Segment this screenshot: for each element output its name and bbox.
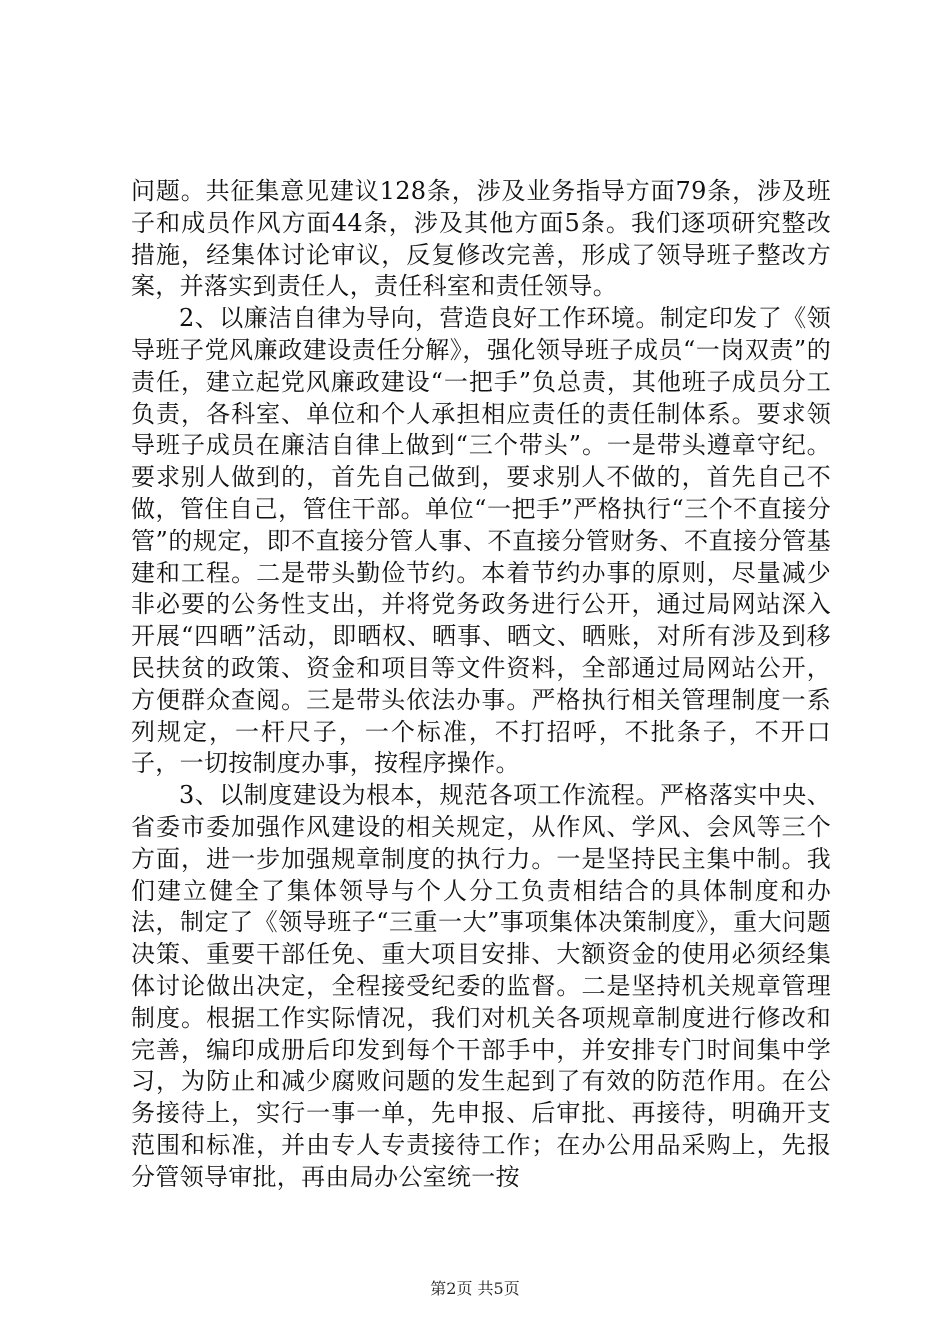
page-number-footer: 第2页 共5页 bbox=[430, 1279, 520, 1298]
paragraph-section-3: 3、以制度建设为根本，规范各项工作流程。严格落实中央、省委市委加强作风建设的相关规定，从作风、学风、会风等三个方面，进一步加强规章制度的执行力。一是坚持民主集中制。我们建立健全了集体领导与个人分工负责相结合的具体制度和办法，制定了《领导班子“三重一大”事项集体决策制度》，重大问题决策、重要干部任免、重大项目安排、大额资金的使用必须经集体讨论做出决定，全程接受纪委的监督。二是坚持机关规章管理制度。根据工作实际情况，我们对机关各项规章制度进行修改和完善，编印成册后印发到每个干部手中，并安排专门时间集中学习，为防止和减少腐败问题的发生起到了有效的防范作用。在公务接待上，实行一事一单，先申报、后审批、再接待，明确开支范围和标准，并由专人专责接待工作；在办公用品采购上，先报分管领导审批，再由局办公室统一按 bbox=[131, 781, 831, 1191]
paragraph-section-2: 2、以廉洁自律为导向，营造良好工作环境。制定印发了《领导班子党风廉政建设责任分解》，强化领导班子成员“一岗双责”的责任，建立起党风廉政建设“一把手”负总责，其他班子成员分工负责，各科室、单位和个人承担相应责任的责任制体系。要求领导班子成员在廉洁自律上做到“三个带头”。一是带头遵章守纪。要求别人做到的，首先自己做到，要求别人不做的，首先自己不做，管住自己，管住干部。单位“一把手”严格执行“三个不直接分管”的规定，即不直接分管人事、不直接分管财务、不直接分管基建和工程。二是带头勤俭节约。本着节约办事的原则，尽量减少非必要的公务性支出，并将党务政务进行公开，通过局网站深入开展“四晒”活动，即晒权、晒事、晒文、晒账，对所有涉及到移民扶贫的政策、资金和项目等文件资料，全部通过局网站公开，方便群众查阅。三是带头依法办事。严格执行相关管理制度一系列规定，一杆尺子，一个标准，不打招呼，不批条子，不开口子，一切按制度办事，按程序操作。 bbox=[131, 304, 831, 778]
document-body bbox=[131, 176, 831, 1194]
paragraph-continuation: 问题。共征集意见建议128条，涉及业务指导方面79条，涉及班子和成员作风方面44条，涉及其他方面5条。我们逐项研究整改措施，经集体讨论审议，反复修改完善，形成了领导班子整改方案，并落实到责任人，责任科室和责任领导。 bbox=[131, 177, 831, 301]
